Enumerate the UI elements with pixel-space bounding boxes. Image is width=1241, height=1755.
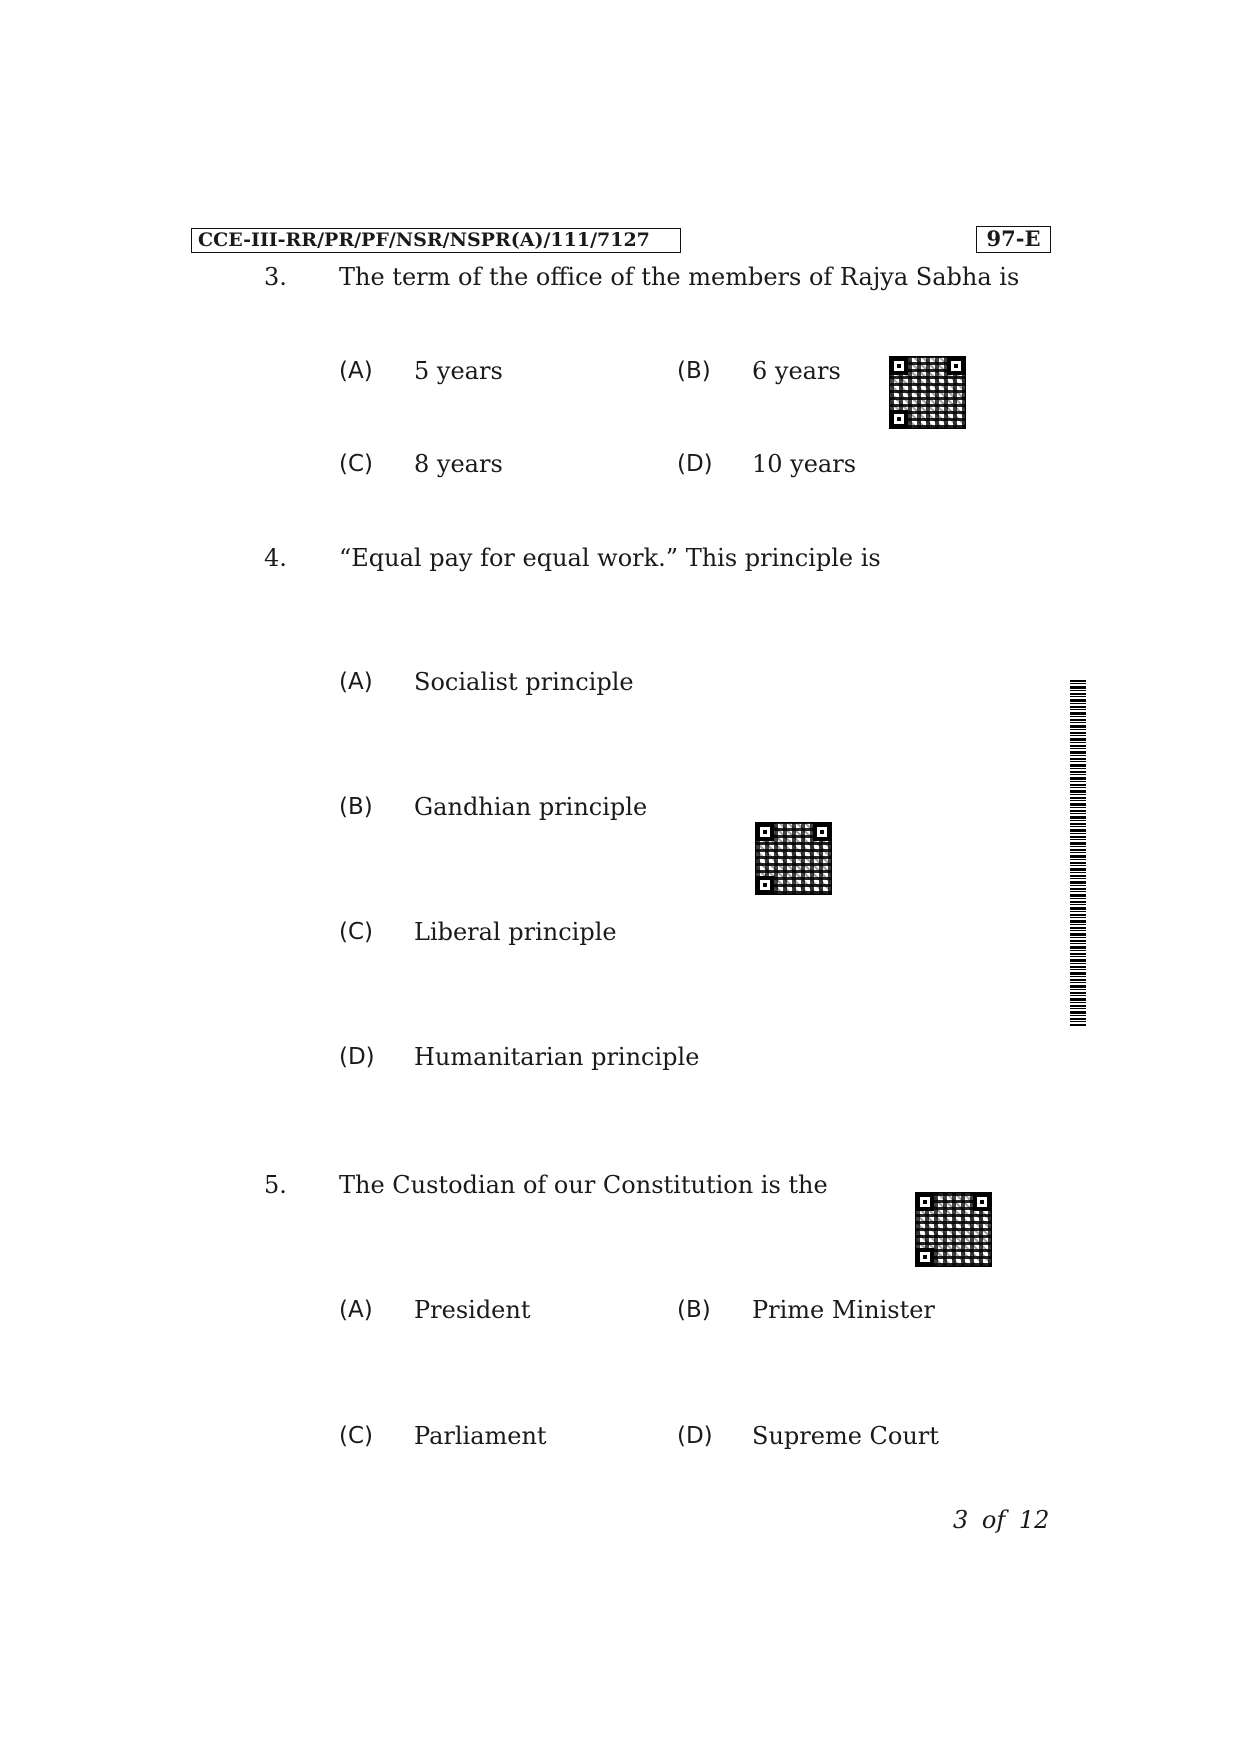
q5-option-a-text: President	[414, 1296, 531, 1324]
q3-option-c-label: (C)	[339, 451, 374, 477]
q4-option-d-text: Humanitarian principle	[414, 1043, 700, 1071]
q3-option-a-text: 5 years	[414, 357, 503, 385]
question-5-text: The Custodian of our Constitution is the	[339, 1171, 828, 1199]
question-3-number: 3.	[264, 263, 287, 291]
qr-code-icon	[755, 822, 832, 895]
q4-option-c-label: (C)	[339, 919, 374, 945]
q3-option-a-label: (A)	[339, 358, 373, 384]
question-4-text: “Equal pay for equal work.” This principle is	[339, 544, 881, 572]
question-3-text: The term of the office of the members of Rajya Sabha is	[339, 263, 1020, 291]
barcode-icon	[1070, 680, 1086, 1026]
q3-option-d-text: 10 years	[752, 450, 857, 478]
qr-code-icon	[915, 1192, 992, 1267]
q4-option-a-label: (A)	[339, 669, 373, 695]
q5-option-d-label: (D)	[677, 1423, 713, 1449]
question-4-number: 4.	[264, 544, 287, 572]
q5-option-b-text: Prime Minister	[752, 1296, 935, 1324]
q4-option-b-text: Gandhian principle	[414, 793, 648, 821]
q5-option-d-text: Supreme Court	[752, 1422, 939, 1450]
q3-option-b-text: 6 years	[752, 357, 841, 385]
q5-option-c-text: Parliament	[414, 1422, 547, 1450]
q4-option-d-label: (D)	[339, 1044, 375, 1070]
q4-option-c-text: Liberal principle	[414, 918, 617, 946]
qr-code-icon	[889, 356, 966, 429]
q5-option-c-label: (C)	[339, 1423, 374, 1449]
question-5-number: 5.	[264, 1171, 287, 1199]
paper-code-badge: 97-E	[976, 226, 1051, 253]
q4-option-b-label: (B)	[339, 794, 373, 820]
paper-series-code: CCE-III-RR/PR/PF/NSR/NSPR(A)/111/7127	[191, 228, 681, 253]
q5-option-b-label: (B)	[677, 1297, 711, 1323]
q5-option-a-label: (A)	[339, 1297, 373, 1323]
q3-option-c-text: 8 years	[414, 450, 503, 478]
q3-option-d-label: (D)	[677, 451, 713, 477]
page-number: 3 of 12	[953, 1506, 1050, 1534]
q3-option-b-label: (B)	[677, 358, 711, 384]
q4-option-a-text: Socialist principle	[414, 668, 634, 696]
